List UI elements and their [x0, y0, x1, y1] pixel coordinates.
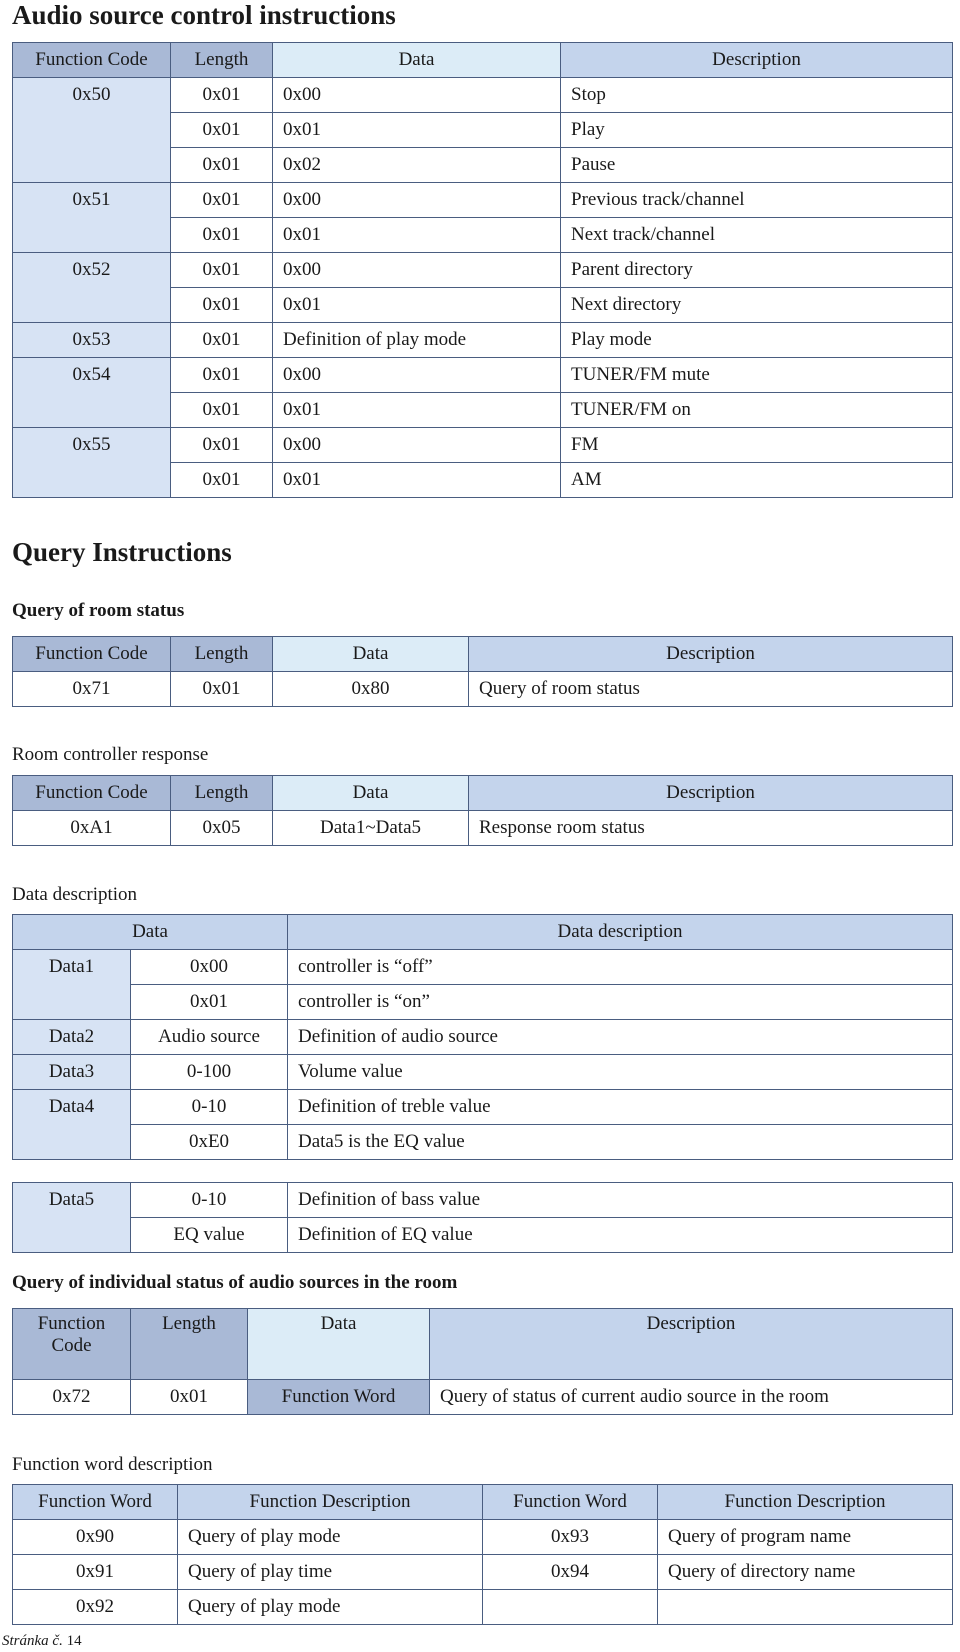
header-data-description: Data description	[288, 915, 953, 950]
value-cell: 0x00	[131, 950, 288, 985]
length-cell: 0x01	[171, 358, 273, 393]
value-cell: 0-100	[131, 1055, 288, 1090]
header-function-code: Function Code	[13, 776, 171, 811]
description-cell: Play	[561, 113, 953, 148]
function-description-cell: Query of play mode	[178, 1590, 483, 1625]
function-word-caption: Function word description	[12, 1454, 213, 1475]
value-cell: 0x01	[131, 985, 288, 1020]
data-cell: 0x80	[273, 672, 469, 707]
function-code-cell: 0x71	[13, 672, 171, 707]
function-code-cell: 0x53	[13, 323, 171, 358]
function-code-cell: 0xA1	[13, 811, 171, 846]
header-length: Length	[171, 637, 273, 672]
data-cell: 0x01	[273, 463, 561, 498]
description-cell: AM	[561, 463, 953, 498]
header-description: Description	[430, 1309, 953, 1380]
description-cell: Next directory	[561, 288, 953, 323]
description-cell: controller is “off”	[288, 950, 953, 985]
description-cell: TUNER/FM on	[561, 393, 953, 428]
description-cell: TUNER/FM mute	[561, 358, 953, 393]
function-code-cell: 0x55	[13, 428, 171, 498]
data-cell: 0x00	[273, 253, 561, 288]
function-description-cell: Query of play time	[178, 1555, 483, 1590]
room-status-subtitle: Query of room status	[12, 600, 185, 621]
length-cell: 0x01	[171, 288, 273, 323]
data-cell: Function Word	[248, 1380, 430, 1415]
length-cell: 0x01	[171, 78, 273, 113]
description-cell: Definition of EQ value	[288, 1218, 953, 1253]
function-code-cell: 0x51	[13, 183, 171, 253]
value-cell: 0-10	[131, 1090, 288, 1125]
function-code-cell: 0x52	[13, 253, 171, 323]
table-header-row	[13, 1309, 953, 1380]
data-cell: 0x02	[273, 148, 561, 183]
table-row	[13, 950, 953, 985]
function-code-cell: 0x54	[13, 358, 171, 428]
header-length: Length	[131, 1309, 248, 1380]
function-word-cell: 0x91	[13, 1555, 178, 1590]
table-row	[13, 1183, 953, 1218]
length-cell: 0x01	[171, 183, 273, 218]
table-row	[13, 672, 953, 707]
function-code-cell: 0x72	[13, 1380, 131, 1415]
header-data: Data	[13, 915, 288, 950]
header-description: Description	[469, 776, 953, 811]
table-row	[13, 985, 953, 1020]
header-function-code: Function Code	[13, 43, 171, 78]
data-cell: 0x01	[273, 288, 561, 323]
length-cell: 0x01	[171, 672, 273, 707]
length-cell: 0x05	[171, 811, 273, 846]
table-header-row	[13, 915, 953, 950]
description-cell: Definition of treble value	[288, 1090, 953, 1125]
header-function-description: Function Description	[658, 1485, 953, 1520]
description-cell: controller is “on”	[288, 985, 953, 1020]
header-description: Description	[469, 637, 953, 672]
audio-control-table	[12, 42, 953, 498]
data-description-caption: Data description	[12, 884, 138, 905]
header-function-code: Function Code	[13, 1309, 131, 1380]
description-cell: Previous track/channel	[561, 183, 953, 218]
data-name-cell: Data2	[13, 1020, 131, 1055]
table-row	[13, 1380, 953, 1415]
table-row	[13, 811, 953, 846]
length-cell: 0x01	[171, 148, 273, 183]
header-data: Data	[248, 1309, 430, 1380]
description-cell: Stop	[561, 78, 953, 113]
function-word-table	[12, 1484, 953, 1625]
function-word-cell: 0x92	[13, 1590, 178, 1625]
header-function-word: Function Word	[483, 1485, 658, 1520]
table-row	[13, 1555, 953, 1590]
audio-section-title: Audio source control instructions	[12, 0, 396, 30]
data-cell: 0x00	[273, 428, 561, 463]
value-cell: EQ value	[131, 1218, 288, 1253]
table-row	[13, 253, 953, 288]
description-cell: Response room status	[469, 811, 953, 846]
description-cell: Volume value	[288, 1055, 953, 1090]
table-header-row	[13, 43, 953, 78]
length-cell: 0x01	[171, 393, 273, 428]
description-cell: Data5 is the EQ value	[288, 1125, 953, 1160]
individual-status-table	[12, 1308, 953, 1415]
data-cell: 0x00	[273, 78, 561, 113]
value-cell: 0xE0	[131, 1125, 288, 1160]
length-cell: 0x01	[171, 113, 273, 148]
room-status-table	[12, 636, 953, 707]
header-data: Data	[273, 776, 469, 811]
function-word-cell	[483, 1590, 658, 1625]
table-row	[13, 1125, 953, 1160]
header-description: Description	[561, 43, 953, 78]
length-cell: 0x01	[171, 218, 273, 253]
header-length: Length	[171, 43, 273, 78]
description-cell: Query of status of current audio source in the room	[430, 1380, 953, 1415]
function-description-cell: Query of program name	[658, 1520, 953, 1555]
description-cell: Pause	[561, 148, 953, 183]
function-description-cell	[658, 1590, 953, 1625]
data-name-cell: Data1	[13, 950, 131, 1020]
page-number: 14	[66, 1633, 82, 1649]
data-cell: 0x00	[273, 358, 561, 393]
function-word-cell: 0x90	[13, 1520, 178, 1555]
table-row	[13, 1090, 953, 1125]
function-word-cell: 0x93	[483, 1520, 658, 1555]
room-response-table	[12, 775, 953, 846]
length-cell: 0x01	[171, 463, 273, 498]
data-cell: Data1~Data5	[273, 811, 469, 846]
function-description-cell: Query of directory name	[658, 1555, 953, 1590]
data-cell: 0x01	[273, 113, 561, 148]
function-description-cell: Query of play mode	[178, 1520, 483, 1555]
value-cell: 0-10	[131, 1183, 288, 1218]
data-description-table	[12, 914, 953, 1160]
header-function-code: Function Code	[13, 637, 171, 672]
table-row	[13, 428, 953, 463]
value-cell: Audio source	[131, 1020, 288, 1055]
table-row	[13, 323, 953, 358]
table-row	[13, 1590, 953, 1625]
data-cell: 0x01	[273, 393, 561, 428]
header-data: Data	[273, 43, 561, 78]
room-response-caption: Room controller response	[12, 744, 209, 765]
header-function-description: Function Description	[178, 1485, 483, 1520]
header-length: Length	[171, 776, 273, 811]
function-word-cell: 0x94	[483, 1555, 658, 1590]
table-row	[13, 1055, 953, 1090]
description-cell: Query of room status	[469, 672, 953, 707]
data-cell: Definition of play mode	[273, 323, 561, 358]
data-name-cell: Data3	[13, 1055, 131, 1090]
data-cell: 0x01	[273, 218, 561, 253]
header-function-word: Function Word	[13, 1485, 178, 1520]
table-row	[13, 1520, 953, 1555]
data5-description-table	[12, 1182, 953, 1253]
individual-status-subtitle: Query of individual status of audio sources in the room	[12, 1272, 458, 1293]
length-cell: 0x01	[171, 428, 273, 463]
table-header-row	[13, 1485, 953, 1520]
description-cell: Definition of bass value	[288, 1183, 953, 1218]
function-code-cell: 0x50	[13, 78, 171, 183]
table-row	[13, 358, 953, 393]
table-header-row	[13, 776, 953, 811]
table-row	[13, 78, 953, 113]
footer-label: Stránka č.	[2, 1633, 63, 1649]
length-cell: 0x01	[171, 323, 273, 358]
data-name-cell: Data4	[13, 1090, 131, 1160]
description-cell: Definition of audio source	[288, 1020, 953, 1055]
table-row	[13, 1020, 953, 1055]
description-cell: FM	[561, 428, 953, 463]
description-cell: Play mode	[561, 323, 953, 358]
description-cell: Parent directory	[561, 253, 953, 288]
length-cell: 0x01	[171, 253, 273, 288]
page-footer	[2, 1633, 82, 1650]
table-row	[13, 183, 953, 218]
length-cell: 0x01	[131, 1380, 248, 1415]
data-name-cell: Data5	[13, 1183, 131, 1253]
table-row	[13, 1218, 953, 1253]
description-cell: Next track/channel	[561, 218, 953, 253]
query-section-title: Query Instructions	[12, 537, 232, 567]
data-cell: 0x00	[273, 183, 561, 218]
table-header-row	[13, 637, 953, 672]
header-data: Data	[273, 637, 469, 672]
